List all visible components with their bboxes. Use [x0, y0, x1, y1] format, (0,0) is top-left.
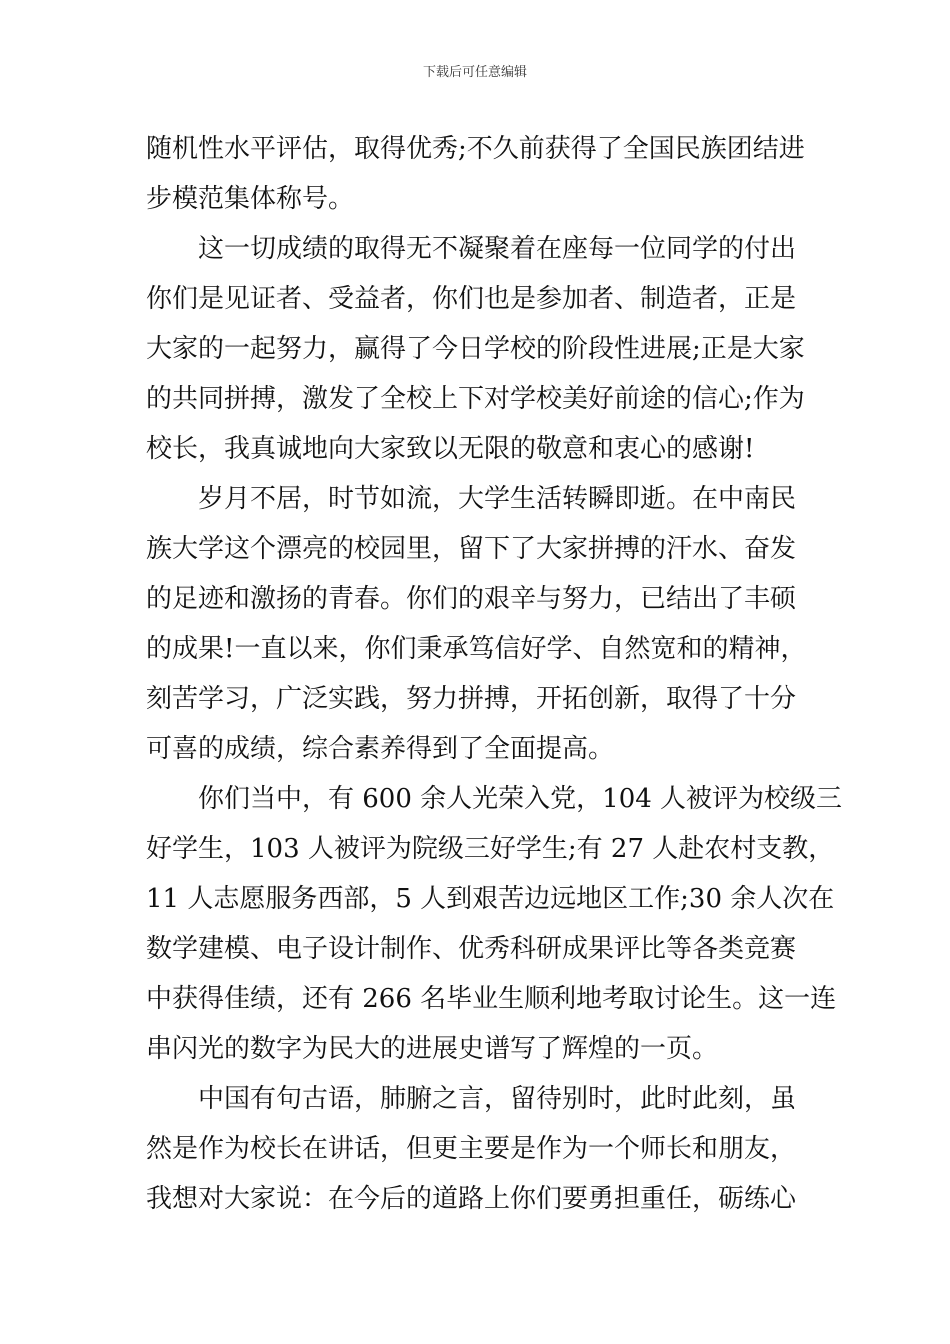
text-line: 的足迹和激扬的青春。你们的艰辛与努力，已结出了丰硕 — [146, 584, 797, 614]
text-line: 我想对大家说：在今后的道路上你们要勇担重任，砺练心 — [146, 1184, 797, 1214]
paragraph — [146, 474, 822, 774]
paragraph — [146, 774, 843, 1074]
text-line: 大家的一起努力，赢得了今日学校的阶段性进展;正是大家 — [146, 334, 805, 364]
text-line: 岁月不居，时节如流，大学生活转瞬即逝。在中南民 — [198, 484, 797, 514]
text-line: 可喜的成绩，综合素养得到了全面提高。 — [146, 734, 615, 764]
text-line: 串闪光的数字为民大的进展史谱写了辉煌的一页。 — [146, 1034, 719, 1064]
paragraph — [146, 124, 822, 224]
text-line: 校长，我真诚地向大家致以无限的敬意和衷心的感谢! — [146, 434, 755, 464]
text-line: 的共同拼搏，激发了全校上下对学校美好前途的信心;作为 — [146, 384, 805, 414]
text-line: 的成果!一直以来，你们秉承笃信好学、自然宽和的精神， — [146, 634, 807, 664]
text-line: 这一切成绩的取得无不凝聚着在座每一位同学的付出 — [198, 234, 797, 264]
page-header-note: 下载后可任意编辑 — [422, 65, 527, 80]
text-line: 刻苦学习，广泛实践，努力拼搏，开拓创新，取得了十分 — [146, 684, 797, 714]
text-line: 中获得佳绩，还有 266 名毕业生顺利地考取讨论生。这一连 — [146, 984, 837, 1014]
text-line: 你们是见证者、受益者，你们也是参加者、制造者，正是 — [146, 284, 797, 314]
text-line: 族大学这个漂亮的校园里，留下了大家拼搏的汗水、奋发 — [146, 534, 797, 564]
text-line: 中国有句古语，肺腑之言，留待别时，此时此刻，虽 — [198, 1084, 797, 1114]
text-line: 然是作为校长在讲话，但更主要是作为一个师长和朋友， — [146, 1134, 797, 1164]
document-body — [146, 124, 843, 1224]
text-line: 步模范集体称号。 — [146, 184, 355, 214]
paragraph — [146, 224, 822, 474]
text-line: 11 人志愿服务西部，5 人到艰苦边远地区工作;30 余人次在 — [146, 884, 835, 914]
text-line: 数学建模、电子设计制作、优秀科研成果评比等各类竞赛 — [146, 934, 797, 964]
paragraph — [146, 1074, 822, 1224]
text-line: 你们当中，有 600 余人光荣入党，104 人被评为校级三 — [198, 784, 843, 814]
text-line: 好学生，103 人被评为院级三好学生;有 27 人赴农村支教， — [146, 834, 835, 864]
text-line: 随机性水平评估，取得优秀;不久前获得了全国民族团结进 — [146, 134, 805, 164]
